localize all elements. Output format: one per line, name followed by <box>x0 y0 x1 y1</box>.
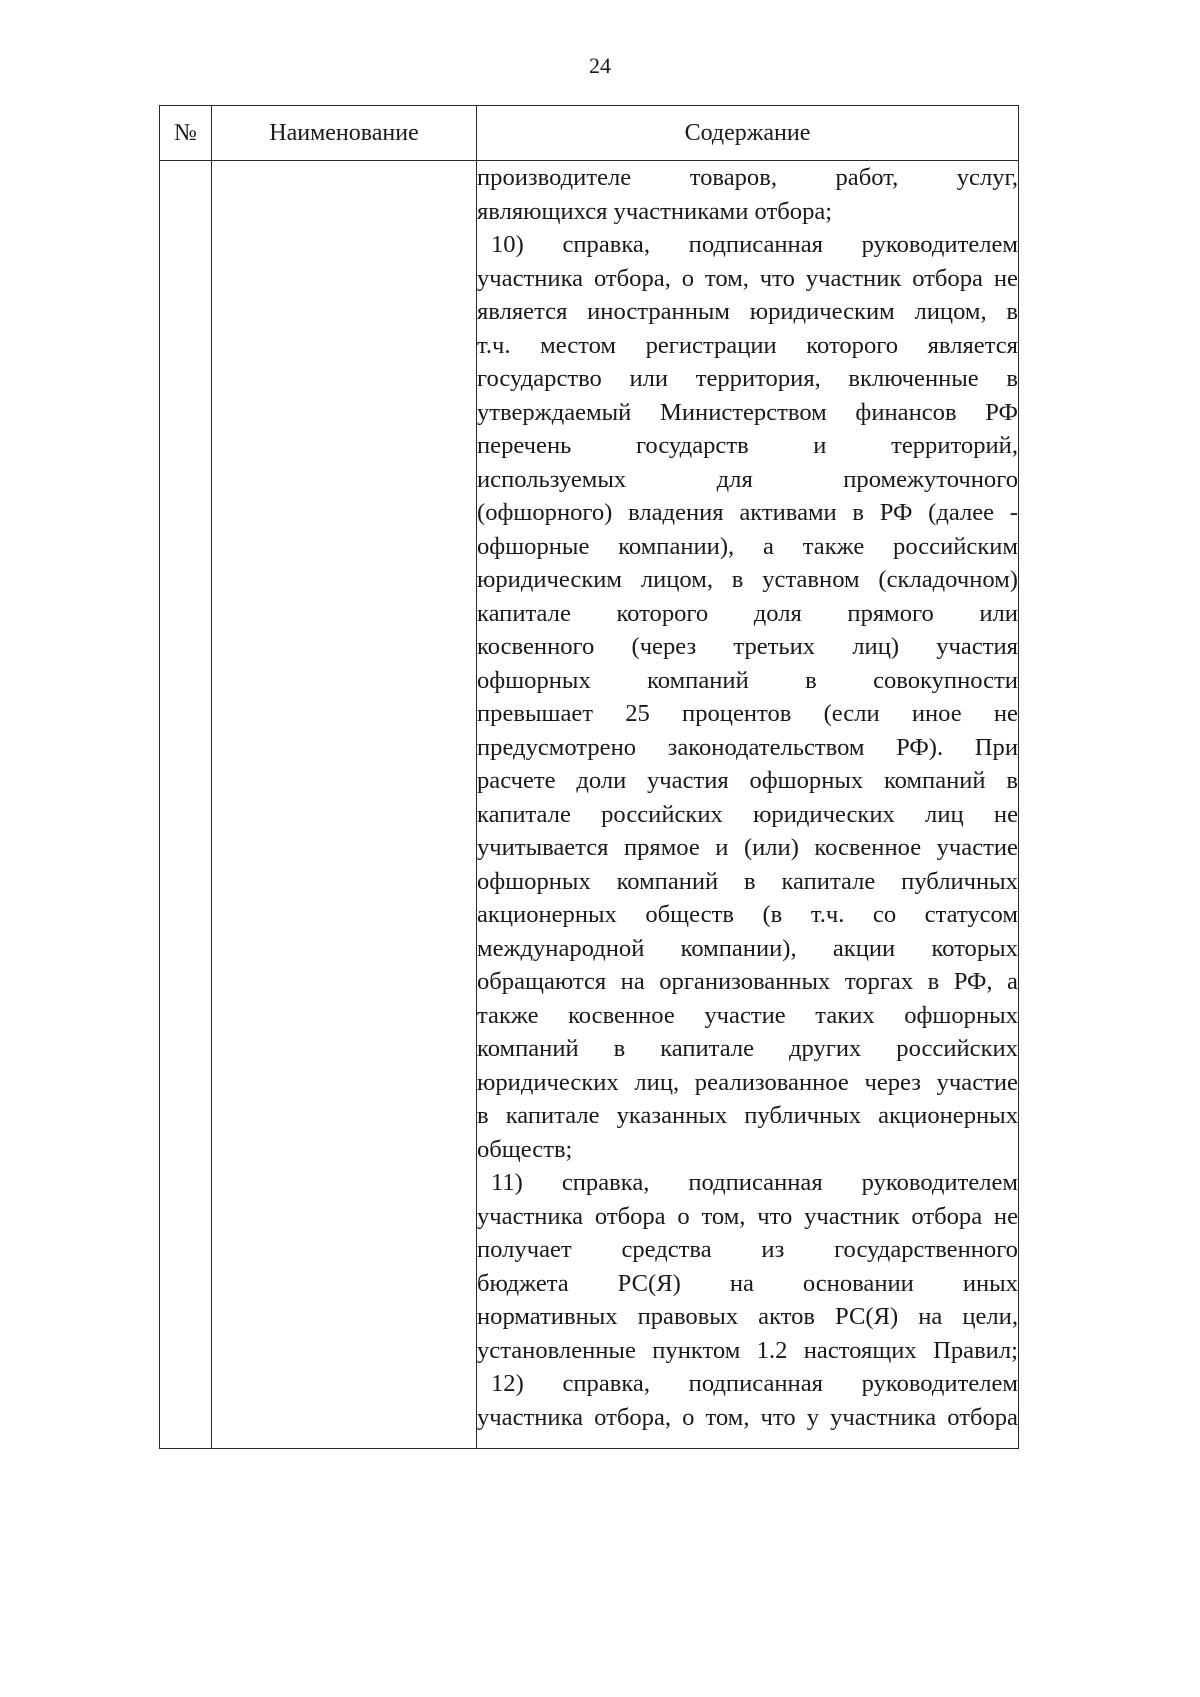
header-name: Наименование <box>212 106 477 161</box>
content-line: также косвенное участие таких офшорных <box>477 1001 1018 1029</box>
document-table <box>159 105 1019 1449</box>
content-line: нормативных правовых актов РС(Я) на цели, <box>477 1303 1018 1330</box>
content-line: т.ч. местом регистрации которого является <box>477 331 1018 359</box>
content-line: получает средства из государственного <box>477 1236 1018 1263</box>
content-line: (офшорного) владения активами в РФ (далее - <box>477 499 1018 526</box>
cell-number <box>160 161 212 1449</box>
content-line: утверждаемый Министерством финансов РФ <box>477 398 1018 426</box>
content-line: перечень государств и территорий, <box>477 432 1018 459</box>
content-line: предусмотрено законодательством РФ). При <box>477 733 1018 761</box>
content-line: 12) справка, подписанная руководителем <box>491 1370 1018 1397</box>
content-line: офшорные компании), а также российским <box>477 532 1018 560</box>
content-line: участника отбора, о том, что у участника отбора <box>477 1403 1018 1431</box>
content-line: обращаются на организованных торгах в РФ, а <box>477 968 1018 995</box>
content-line: участника отбора, о том, что участник отбора не <box>477 264 1018 292</box>
cell-name <box>212 161 477 1449</box>
page-number: 24 <box>589 53 611 78</box>
table-header-row <box>160 106 1019 161</box>
table-row <box>160 161 1019 1449</box>
header-content: Содержание <box>477 106 1019 161</box>
content-line: превышает 25 процентов (если иное не <box>477 700 1018 727</box>
content-line: компаний в капитале других российских <box>477 1035 1018 1062</box>
content-line: юридических лиц, реализованное через участие <box>477 1068 1018 1096</box>
content-line: офшорных компаний в совокупности <box>477 666 1018 694</box>
content-line: учитывается прямое и (или) косвенное участие <box>477 834 1018 861</box>
content-line: установленные пунктом 1.2 настоящих Правил; <box>477 1336 1018 1364</box>
content-line: юридическим лицом, в уставном (складочном) <box>477 566 1018 593</box>
content-line: участника отбора о том, что участник отбора не <box>477 1202 1018 1230</box>
content-line: являющихся участниками отбора; <box>477 197 833 225</box>
content-line: международной компании), акции которых <box>477 934 1018 962</box>
content-line: в капитале указанных публичных акционерных <box>477 1102 1018 1129</box>
content-line: бюджета РС(Я) на основании иных <box>477 1269 1018 1297</box>
content-line: капитале российских юридических лиц не <box>477 800 1018 828</box>
content-line: 11) справка, подписанная руководителем <box>491 1169 1018 1196</box>
content-line: офшорных компаний в капитале публичных <box>477 867 1018 895</box>
content-line: расчете доли участия офшорных компаний в <box>477 767 1018 794</box>
content-line: 10) справка, подписанная руководителем <box>491 231 1018 258</box>
header-number: № <box>160 106 212 161</box>
content-line: является иностранным юридическим лицом, в <box>477 298 1018 325</box>
content-line: государство или территория, включенные в <box>477 365 1018 392</box>
content-line: производителе товаров, работ, услуг, <box>477 164 1018 191</box>
content-line: обществ; <box>477 1135 573 1163</box>
content-line: капитале которого доля прямого или <box>477 599 1018 627</box>
content-line: акционерных обществ (в т.ч. со статусом <box>477 901 1018 928</box>
cell-content <box>477 161 1019 1449</box>
content-line: косвенного (через третьих лиц) участия <box>477 633 1018 660</box>
content-line: используемых для промежуточного <box>477 465 1018 493</box>
